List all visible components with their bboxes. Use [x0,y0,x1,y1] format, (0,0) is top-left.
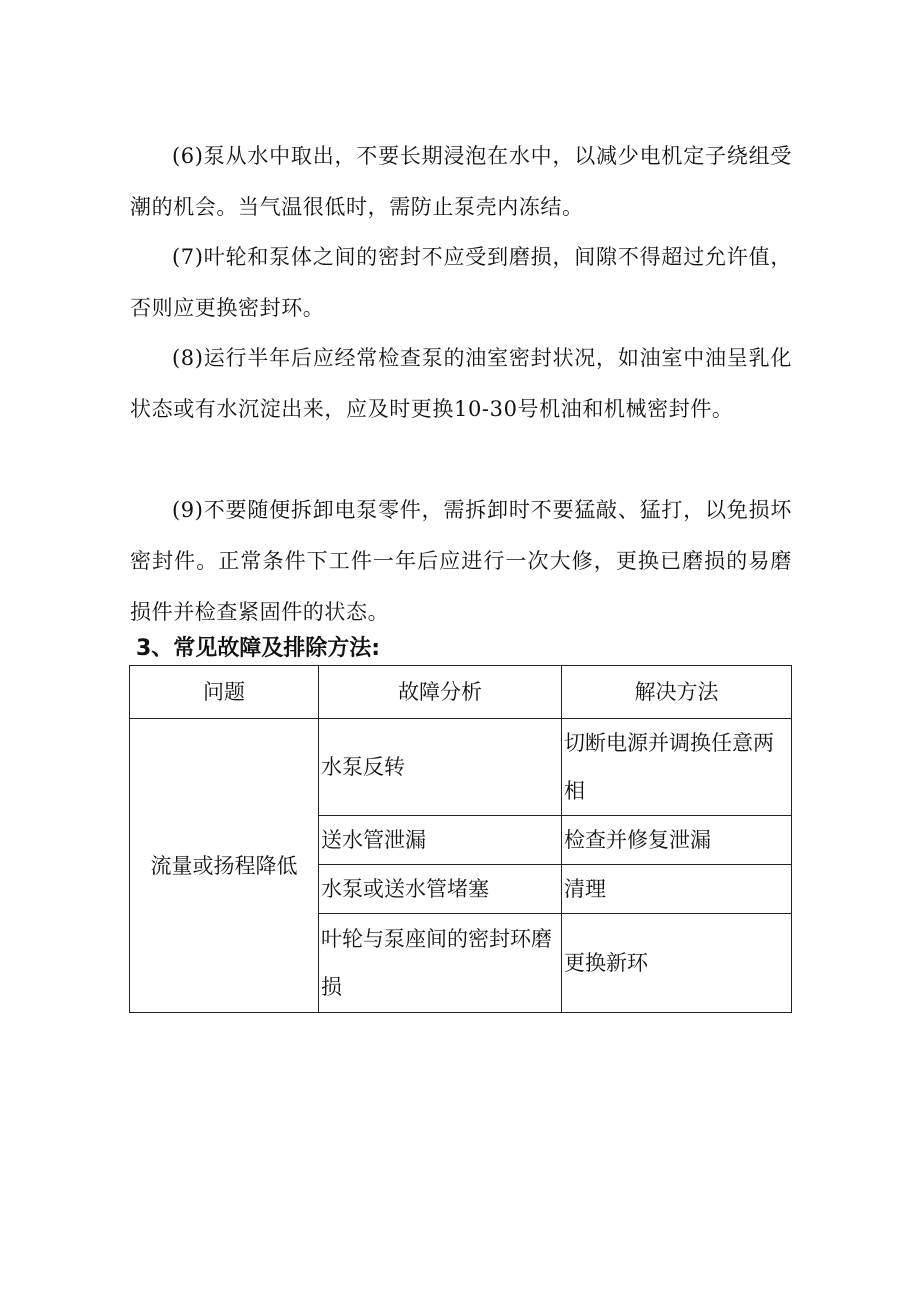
solution-cell: 清理 [562,865,792,914]
paragraph-item-8: (8)运行半年后应经常检查泵的油室密封状况，如油室中油呈乳化状态或有水沉淀出来，应及时更换10-30号机油和机械密封件。 [130,346,792,421]
analysis-cell: 水泵反转 [319,719,562,816]
problem-cell: 流量或扬程降低 [130,719,319,1013]
solution-cell: 检查并修复泄漏 [562,816,792,865]
analysis-cell: 水泵或送水管堵塞 [319,865,562,914]
table-header-row [130,666,792,719]
solution-cell: 切断电源并调换任意两相 [562,719,792,816]
header-analysis: 故障分析 [319,666,562,719]
analysis-cell: 送水管泄漏 [319,816,562,865]
paragraph-item-9: (9)不要随便拆卸电泵零件，需拆卸时不要猛敲、猛打，以免损坏密封件。正常条件下工件一年后应进行一次大修，更换已磨损的易磨损件并检查紧固件的状态。 [130,498,792,624]
table-row [130,719,792,816]
analysis-cell: 叶轮与泵座间的密封环磨损 [319,914,562,1013]
section-heading: 3、常见故障及排除方法: [136,636,381,661]
header-problem: 问题 [130,666,319,719]
fault-table [129,665,792,1013]
paragraph-item-7: (7)叶轮和泵体之间的密封不应受到磨损，间隙不得超过允许值，否则应更换密封环。 [130,245,792,320]
paragraph-item-6: (6)泵从水中取出，不要长期浸泡在水中，以减少电机定子绕组受潮的机会。当气温很低时，需防止泵壳内冻结。 [130,144,792,219]
header-solution: 解决方法 [562,666,792,719]
solution-cell: 更换新环 [562,914,792,1013]
